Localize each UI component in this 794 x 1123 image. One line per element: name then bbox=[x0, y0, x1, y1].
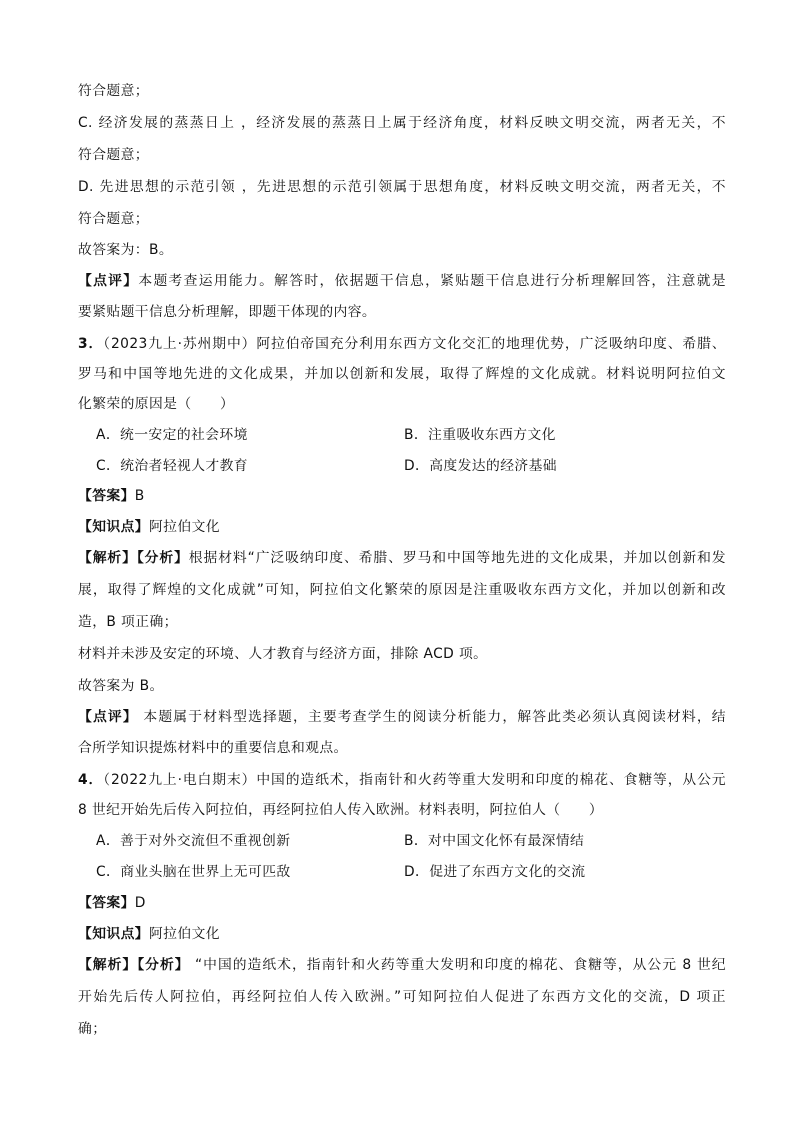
text-line: 符合题意； bbox=[78, 83, 149, 99]
comment-line bbox=[78, 271, 726, 291]
question-4-stem-cont: 8 世纪开始先后传入阿拉伯，再经阿拉伯人传入欧洲。材料表明，阿拉伯人（ ） bbox=[78, 802, 604, 818]
answer-value: D bbox=[134, 895, 146, 911]
comment-line-cont: 要紧贴题干信息分析理解，即题干体现的内容。 bbox=[78, 304, 377, 320]
option-c-explanation: C. 经济发展的蒸蒸日上 ，经济发展的蒸蒸日上属于经济角度，材料反映文明交流，两者无关，不 bbox=[78, 115, 726, 131]
question-3-stem-cont: 罗马和中国等地先进的文化成果，并加以创新和发展，取得了辉煌的文化成就。材料说明阿拉伯文 bbox=[78, 366, 726, 382]
question-4-stem bbox=[78, 770, 726, 790]
comment-tag: 【点评】 bbox=[78, 709, 138, 725]
question-3-stem bbox=[78, 334, 726, 354]
analysis-line-cont: 展，取得了辉煌的文化成就”可知，阿拉伯文化繁荣的原因是注重吸收东西方文化，并加以创新和改 bbox=[78, 582, 726, 598]
analysis-line-cont: 材料并未涉及安定的环境、人才教育与经济方面，排除 ACD 项。 bbox=[78, 646, 488, 662]
knowledge-point-line bbox=[78, 517, 726, 537]
analysis-line-cont: 开始先后传人阿拉伯，再经阿拉伯人传入欧洲。”可知阿拉伯人促进了东西方文化的交流，D 项正 bbox=[78, 989, 726, 1005]
question-number: 3． bbox=[78, 336, 104, 352]
answer-tag: 【答案】 bbox=[78, 895, 135, 911]
question-3-stem-cont: 化繁荣的原因是（ ） bbox=[78, 396, 235, 412]
answer-line bbox=[78, 893, 726, 913]
analysis-tag: 【解析】【分析】 bbox=[78, 550, 189, 566]
analysis-line bbox=[78, 955, 726, 975]
comment-text: 本题考查运用能力。解答时，依据题干信息，紧贴题干信息进行分析理解回答，注意就是 bbox=[138, 273, 726, 289]
analysis-text: 根据材料“广泛吸纳印度、希腊、罗马和中国等地先进的文化成果，并加以创新和发 bbox=[188, 550, 726, 566]
question-text: （2022九上·电白期末）中国的造纸术，指南针和火药等重大发明和印度的棉花、食糖等，从公元 bbox=[103, 772, 726, 788]
question-number: 4． bbox=[78, 772, 104, 788]
knowledge-point-text: 阿拉伯文化 bbox=[148, 926, 220, 942]
option-b: B．注重吸收东西方文化 bbox=[404, 427, 556, 443]
answer-conclusion: 故答案为 B。 bbox=[78, 678, 164, 694]
knowledge-point-line bbox=[78, 924, 726, 944]
analysis-line-cont: 造，B 项正确； bbox=[78, 614, 178, 630]
answer-value: B bbox=[134, 488, 145, 504]
comment-line-cont: 合所学知识提炼材料中的重要信息和观点。 bbox=[78, 740, 348, 756]
comment-tag: 【点评】 bbox=[78, 273, 139, 289]
knowledge-point-text: 阿拉伯文化 bbox=[148, 519, 220, 535]
text-line: 符合题意； bbox=[78, 211, 149, 227]
question-text: （2023九上·苏州期中）阿拉伯帝国充分利用东西方文化交汇的地理优势，广泛吸纳印度、希腊、 bbox=[103, 336, 726, 352]
option-d: D．高度发达的经济基础 bbox=[404, 458, 557, 474]
knowledge-point-tag: 【知识点】 bbox=[78, 519, 149, 535]
answer-line bbox=[78, 486, 726, 506]
answer-conclusion: 故答案为：B。 bbox=[78, 242, 174, 258]
option-c: C．统治者轻视人才教育 bbox=[96, 458, 249, 474]
option-d-explanation: D. 先进思想的示范引领 ，先进思想的示范引领属于思想角度，材料反映文明交流，两者无关，不 bbox=[78, 179, 726, 195]
option-d: D．促进了东西方文化的交流 bbox=[404, 864, 586, 880]
option-a: A．统一安定的社会环境 bbox=[96, 427, 248, 443]
knowledge-point-tag: 【知识点】 bbox=[78, 926, 149, 942]
option-c: C．商业头脑在世界上无可匹敌 bbox=[96, 864, 291, 880]
option-a: A．善于对外交流但不重视创新 bbox=[96, 833, 291, 849]
analysis-line bbox=[78, 548, 726, 568]
comment-text: 本题属于材料型选择题，主要考查学生的阅读分析能力，解答此类必须认真阅读材料，结 bbox=[137, 709, 726, 725]
option-b: B．对中国文化怀有最深情结 bbox=[404, 833, 585, 849]
comment-line bbox=[78, 707, 726, 727]
analysis-line-cont: 确； bbox=[78, 1021, 107, 1037]
analysis-text: “中国的造纸术，指南针和火药等重大发明和印度的棉花、食糖等，从公元 8 世纪 bbox=[189, 957, 726, 973]
answer-tag: 【答案】 bbox=[78, 488, 135, 504]
analysis-tag: 【解析】【分析】 bbox=[78, 957, 190, 973]
text-line: 符合题意； bbox=[78, 147, 149, 163]
